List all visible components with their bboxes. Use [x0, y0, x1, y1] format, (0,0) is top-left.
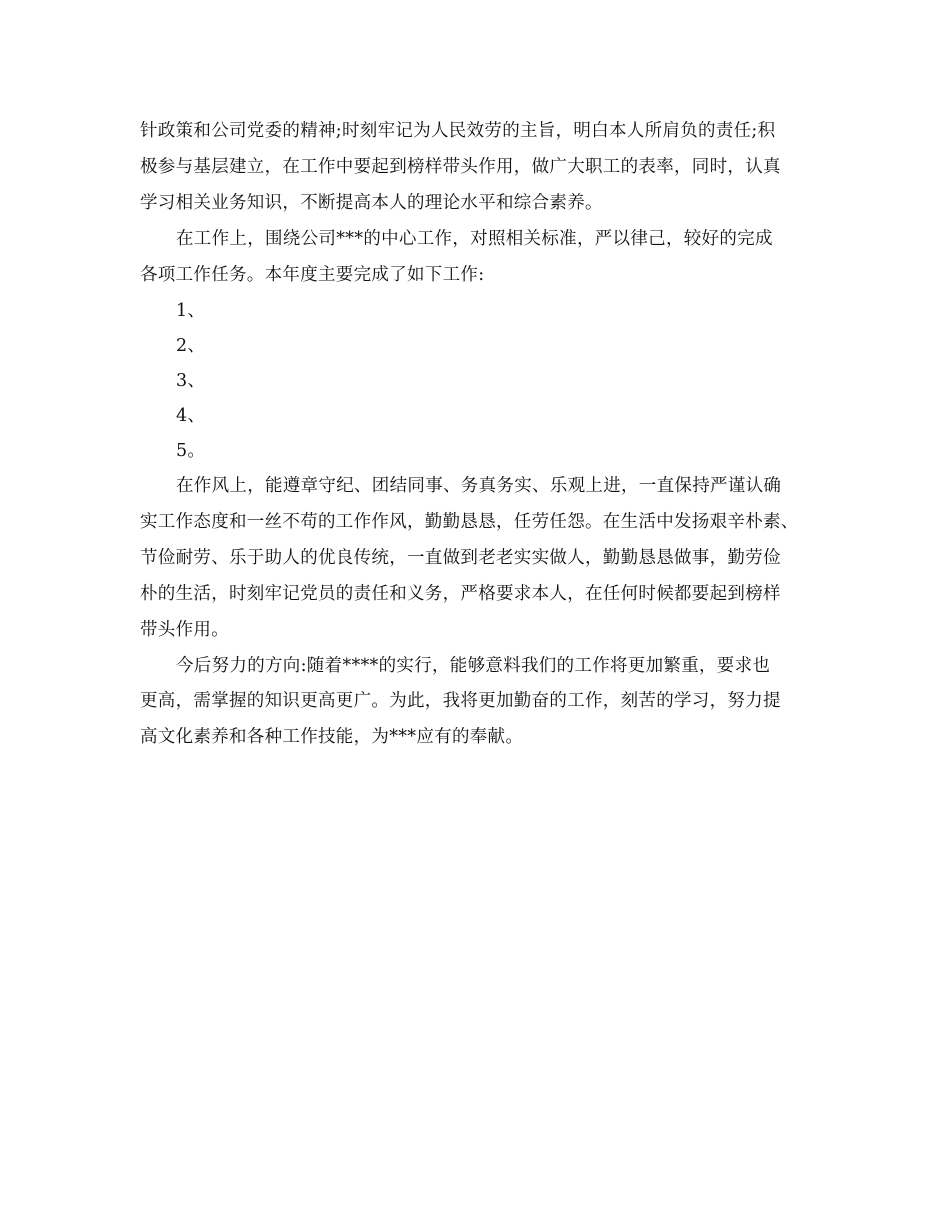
paragraph-line: 朴的生活，时刻牢记党员的责任和义务，严格要求本人，在任何时候都要起到榜样 — [140, 584, 781, 604]
paragraph-line: 各项工作任务。本年度主要完成了如下工作: — [140, 265, 485, 285]
list-item: 1、 — [176, 301, 206, 321]
paragraph-line: 极参与基层建立，在工作中要起到榜样带头作用，做广大职工的表率，同时，认真 — [140, 157, 781, 177]
paragraph-line: 针政策和公司党委的精神;时刻牢记为人民效劳的主旨，明白本人所肩负的责任;积 — [140, 121, 776, 141]
paragraph-line: 今后努力的方向:随着****的实行，能够意料我们的工作将更加繁重，要求也 — [176, 656, 771, 676]
paragraph-line: 节俭耐劳、乐于助人的优良传统，一直做到老老实实做人，勤勤恳恳做事，勤劳俭 — [140, 548, 781, 568]
list-item: 5。 — [176, 441, 206, 461]
paragraph-line: 实工作态度和一丝不苟的工作作风，勤勤恳恳，任劳任怨。在生活中发扬艰辛朴素、 — [140, 512, 799, 532]
list-item: 2、 — [176, 336, 206, 356]
paragraph-line: 高文化素养和各种工作技能，为***应有的奉献。 — [140, 727, 524, 747]
list-item: 3、 — [176, 371, 206, 391]
paragraph-line: 在作风上，能遵章守纪、团结同事、务真务实、乐观上进，一直保持严谨认确 — [176, 476, 782, 496]
paragraph-line: 带头作用。 — [140, 620, 229, 640]
paragraph-line: 学习相关业务知识，不断提高本人的理论水平和综合素养。 — [140, 193, 603, 213]
paragraph-line: 在工作上，围绕公司***的中心工作，对照相关标准，严以律己，较好的完成 — [176, 229, 773, 249]
list-item: 4、 — [176, 406, 206, 426]
paragraph-line: 更高，需掌握的知识更高更广。为此，我将更加勤奋的工作，刻苦的学习，努力提 — [140, 691, 781, 711]
